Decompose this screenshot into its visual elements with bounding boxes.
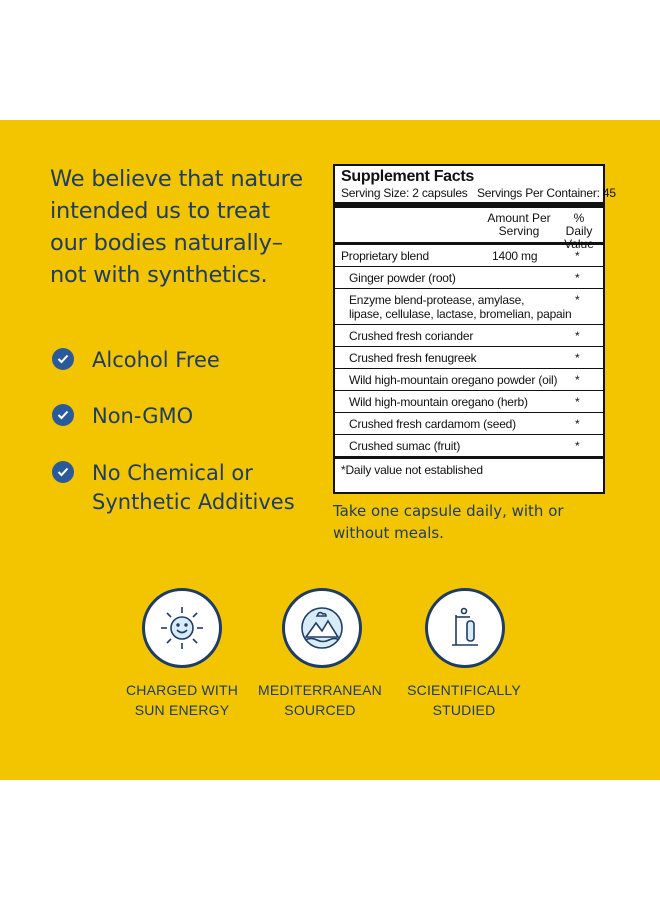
ingredient-name-line: Crushed fresh coriander	[349, 329, 474, 343]
facts-row	[335, 267, 603, 289]
ingredient-name	[335, 347, 603, 368]
ingredient-name-line: Wild high-mountain oregano powder (oil)	[349, 373, 558, 387]
ingredient-name-line: lipase, cellulase, lactase, bromelian, papain	[349, 307, 572, 321]
ingredient-amount: 1400 mg	[492, 249, 538, 263]
lab-flask-icon	[440, 603, 490, 653]
directions-line: Take one capsule daily, with or	[333, 502, 564, 520]
facts-row	[335, 245, 603, 267]
ingredient-name-line: Crushed fresh fenugreek	[349, 351, 477, 365]
daily-value-mark: *	[575, 373, 580, 387]
ingredient-name	[335, 245, 603, 266]
ingredient-name-line: Ginger powder (root)	[349, 271, 456, 285]
feature-label: No Chemical or	[92, 461, 253, 485]
mountain-icon	[297, 603, 347, 653]
badge-label-line: SUN ENERGY	[134, 702, 230, 718]
ingredient-name-line: Enzyme blend-protease, amylase,	[349, 293, 525, 307]
belief-line: We believe that nature	[50, 166, 303, 192]
header-line: Serving	[498, 224, 540, 238]
ingredient-name	[335, 267, 603, 288]
serving-info: Serving Size: 2 capsules Servings Per Container: 45	[335, 186, 603, 208]
ingredient-name	[335, 369, 603, 390]
daily-value-mark: *	[575, 395, 580, 409]
feature-label: Synthetic Additives	[92, 490, 295, 514]
daily-value-mark: *	[575, 351, 580, 365]
check-circle-icon	[52, 461, 74, 483]
facts-row	[335, 325, 603, 347]
ingredient-name	[335, 325, 603, 346]
ingredient-name	[335, 289, 603, 324]
facts-row	[335, 347, 603, 369]
daily-value-mark: *	[575, 417, 580, 431]
feature-non-gmo	[52, 402, 193, 431]
ingredient-name-line: Crushed sumac (fruit)	[349, 439, 461, 453]
ingredient-name-line: Crushed fresh cardamom (seed)	[349, 417, 516, 431]
belief-line: not with synthetics.	[50, 262, 268, 288]
badge-label-line: SCIENTIFICALLY	[407, 682, 521, 698]
facts-row	[335, 413, 603, 435]
ingredient-name-line: Proprietary blend	[341, 249, 429, 263]
badge-label-sun	[107, 680, 257, 720]
check-circle-icon	[52, 348, 74, 370]
facts-title: Supplement Facts	[341, 168, 475, 185]
belief-statement	[50, 163, 320, 291]
facts-row	[335, 289, 603, 325]
facts-footnote: *Daily value not established	[341, 463, 483, 477]
header-line: % Daily	[565, 211, 593, 238]
facts-row	[335, 391, 603, 413]
belief-line: our bodies naturally–	[50, 230, 283, 256]
facts-rows	[335, 245, 603, 459]
sun-icon	[157, 603, 207, 653]
badge-label-mediterranean	[245, 680, 395, 720]
facts-row	[335, 435, 603, 459]
feature-alcohol-free	[52, 346, 220, 375]
header-line: Value	[564, 237, 594, 251]
daily-value-mark: *	[575, 249, 580, 263]
ingredient-name-line: Wild high-mountain oregano (herb)	[349, 395, 528, 409]
facts-row	[335, 369, 603, 391]
daily-value-mark: *	[575, 271, 580, 285]
supplement-facts-panel	[333, 164, 616, 494]
daily-value-mark: *	[575, 439, 580, 453]
ingredient-name	[335, 413, 603, 434]
ingredient-name	[335, 391, 603, 412]
amount-per-serving-header	[479, 212, 559, 238]
feature-no-chemical-additives	[52, 459, 295, 517]
daily-value-mark: *	[575, 329, 580, 343]
badge-label-scientific	[389, 680, 539, 720]
badge-label-line: STUDIED	[432, 702, 496, 718]
feature-label: Non-GMO	[92, 404, 194, 428]
directions	[333, 500, 613, 544]
belief-line: intended us to treat	[50, 198, 270, 224]
header-line: Amount Per	[487, 211, 551, 225]
ingredient-name	[335, 435, 603, 456]
sun-badge	[142, 588, 222, 668]
directions-line: without meals.	[333, 524, 444, 542]
badge-label-line: MEDITERRANEAN	[258, 682, 382, 698]
feature-label: Alcohol Free	[92, 348, 220, 372]
facts-column-header	[335, 208, 603, 251]
mountain-badge	[282, 588, 362, 668]
lab-badge	[425, 588, 505, 668]
daily-value-mark: *	[575, 293, 580, 307]
badge-label-line: SOURCED	[284, 702, 356, 718]
badge-label-line: CHARGED WITH	[125, 682, 239, 698]
check-circle-icon	[52, 404, 74, 426]
